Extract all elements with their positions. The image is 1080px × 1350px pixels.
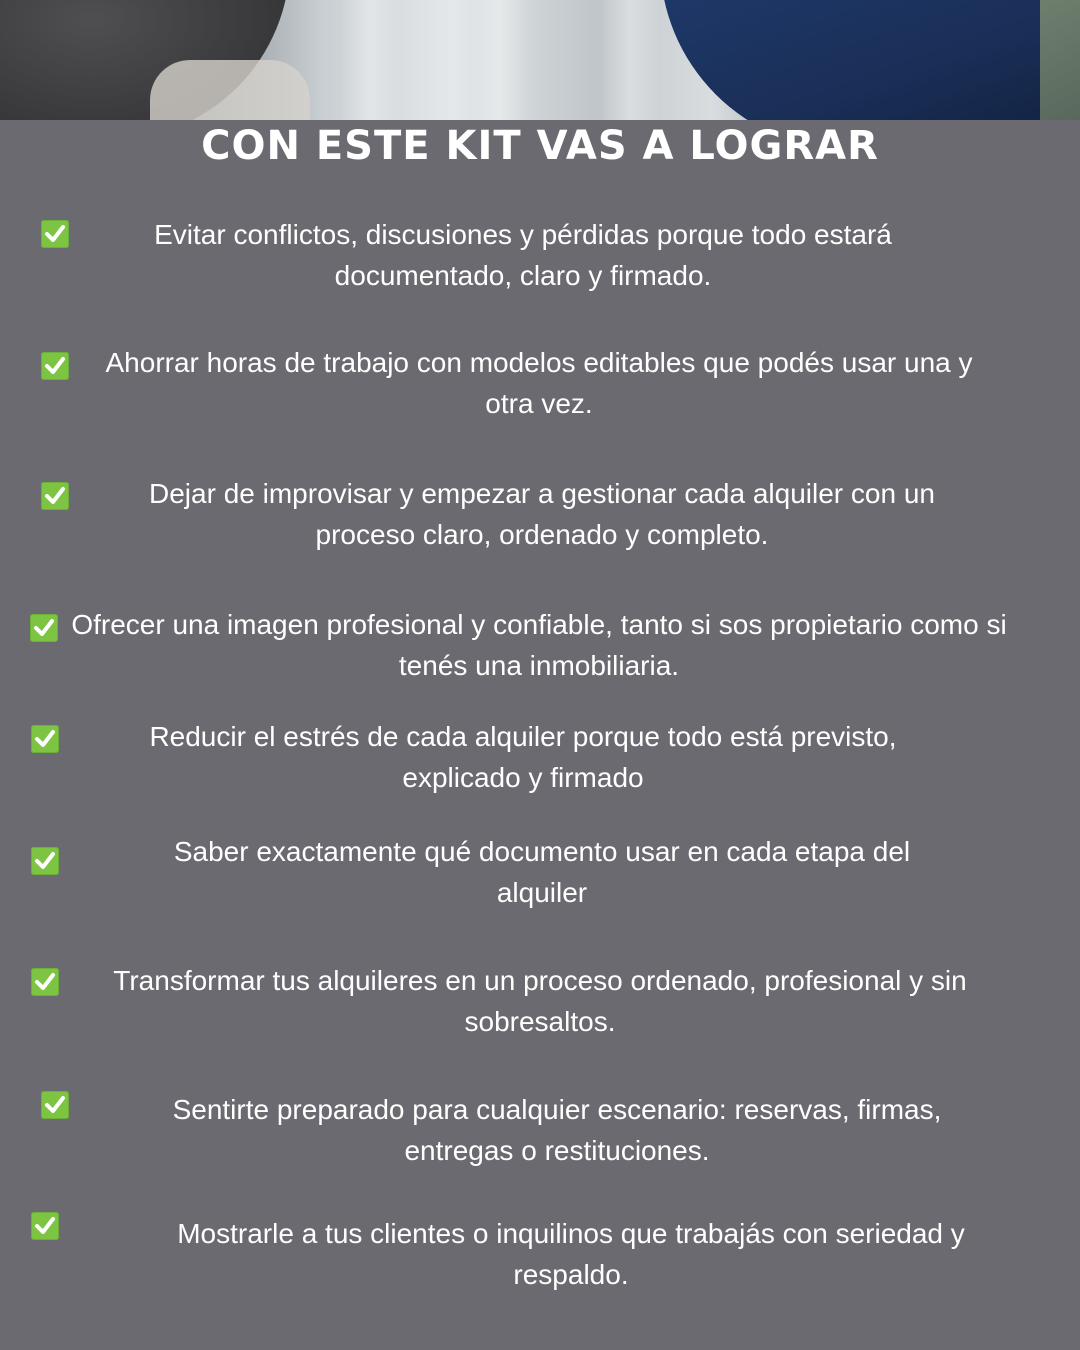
benefit-item: Dejar de improvisar y empezar a gestionar cada alquiler con un proceso claro, ordenado y completo. [149,478,935,550]
check-icon [41,220,69,248]
sleeve-left [150,60,310,120]
benefit-item: Reducir el estrés de cada alquiler porque todo está previsto, explicado y firmado [149,721,897,793]
check-icon [31,725,59,753]
check-icon [41,352,69,380]
check-icon [31,1212,59,1240]
benefit-item: Transformar tus alquileres en un proceso ordenado, profesional y sin sobresaltos. [113,965,967,1037]
suit-right [660,0,1040,120]
check-icon [41,482,69,510]
hero-photo [0,0,1080,120]
check-icon [41,1091,69,1119]
check-icon [31,847,59,875]
benefit-item: Sentirte preparado para cualquier escenario: reservas, firmas, entregas o restituciones. [172,1094,942,1166]
benefit-item: Saber exactamente qué documento usar en cada etapa del alquiler [173,836,911,908]
benefit-item: Mostrarle a tus clientes o inquilinos que trabajás con seriedad y respaldo. [177,1218,965,1290]
benefit-item: Ahorrar horas de trabajo con modelos editables que podés usar una y otra vez. [105,347,973,419]
benefit-item: Ofrecer una imagen profesional y confiable, tanto si sos propietario como si tenés una inmobiliaria. [71,609,1007,681]
check-icon [30,614,58,642]
check-icon [31,968,59,996]
benefit-item: Evitar conflictos, discusiones y pérdidas porque todo estará documentado, claro y firmado. [154,219,892,291]
page-title: CON ESTE KIT VAS A LOGRAR [201,123,879,169]
